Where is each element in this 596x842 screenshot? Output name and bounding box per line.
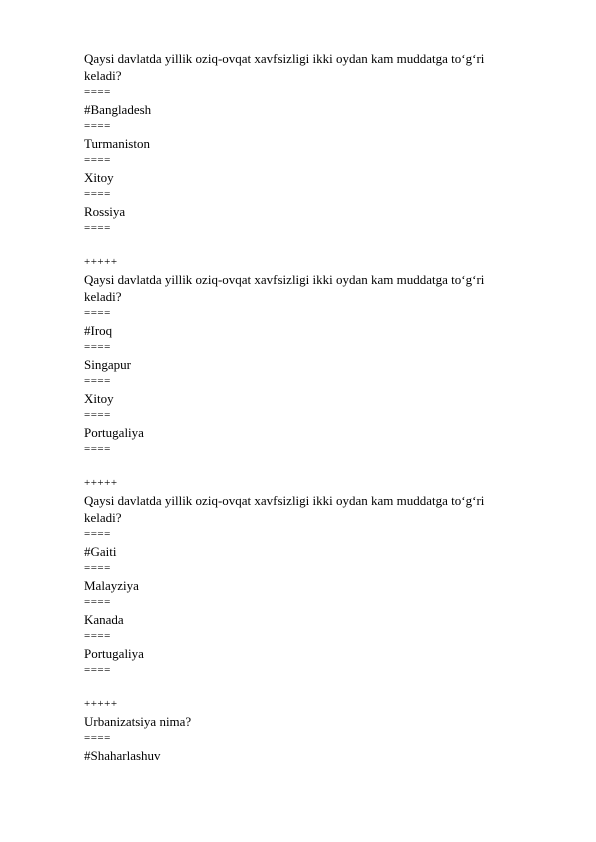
separator: ==== xyxy=(84,443,111,455)
separator: ==== xyxy=(84,154,111,166)
block-gap xyxy=(84,237,524,254)
question-text: Qaysi davlatda yillik oziq-ovqat xavfsizligi ikki oydan kam muddatga to‘g‘ri keladi? xyxy=(84,272,485,304)
block-gap xyxy=(84,679,524,696)
block-delimiter: +++++ xyxy=(84,256,118,268)
question-block-3 xyxy=(84,475,524,679)
answer-correct: #Iroq xyxy=(84,323,113,338)
answer-correct: #Shaharlashuv xyxy=(84,748,161,763)
separator: ==== xyxy=(84,409,111,421)
answer-option: Turmaniston xyxy=(84,136,150,151)
answer-option: Malayziya xyxy=(84,578,139,593)
answer-option: Xitoy xyxy=(84,391,114,406)
separator: ==== xyxy=(84,188,111,200)
question-text: Qaysi davlatda yillik oziq-ovqat xavfsizligi ikki oydan kam muddatga to‘g‘ri keladi? xyxy=(84,493,485,525)
block-delimiter: +++++ xyxy=(84,698,118,710)
separator: ==== xyxy=(84,341,111,353)
answer-option: Portugaliya xyxy=(84,646,144,661)
question-block-4 xyxy=(84,696,524,764)
answer-correct: #Gaiti xyxy=(84,544,117,559)
answer-option: Kanada xyxy=(84,612,124,627)
block-delimiter: +++++ xyxy=(84,477,118,489)
separator: ==== xyxy=(84,120,111,132)
separator: ==== xyxy=(84,222,111,234)
question-text: Urbanizatsiya nima? xyxy=(84,714,192,729)
answer-correct: #Bangladesh xyxy=(84,102,152,117)
question-text: Qaysi davlatda yillik oziq-ovqat xavfsizligi ikki oydan kam muddatga to‘g‘ri keladi? xyxy=(84,51,485,83)
separator: ==== xyxy=(84,664,111,676)
separator: ==== xyxy=(84,596,111,608)
answer-option: Portugaliya xyxy=(84,425,144,440)
answer-option: Rossiya xyxy=(84,204,126,219)
separator: ==== xyxy=(84,732,111,744)
separator: ==== xyxy=(84,528,111,540)
separator: ==== xyxy=(84,562,111,574)
block-gap xyxy=(84,458,524,475)
question-block-2 xyxy=(84,254,524,458)
separator: ==== xyxy=(84,375,111,387)
separator: ==== xyxy=(84,307,111,319)
answer-option: Xitoy xyxy=(84,170,114,185)
question-block-1 xyxy=(84,50,524,237)
separator: ==== xyxy=(84,86,111,98)
answer-option: Singapur xyxy=(84,357,131,372)
separator: ==== xyxy=(84,630,111,642)
document-page xyxy=(84,50,524,764)
